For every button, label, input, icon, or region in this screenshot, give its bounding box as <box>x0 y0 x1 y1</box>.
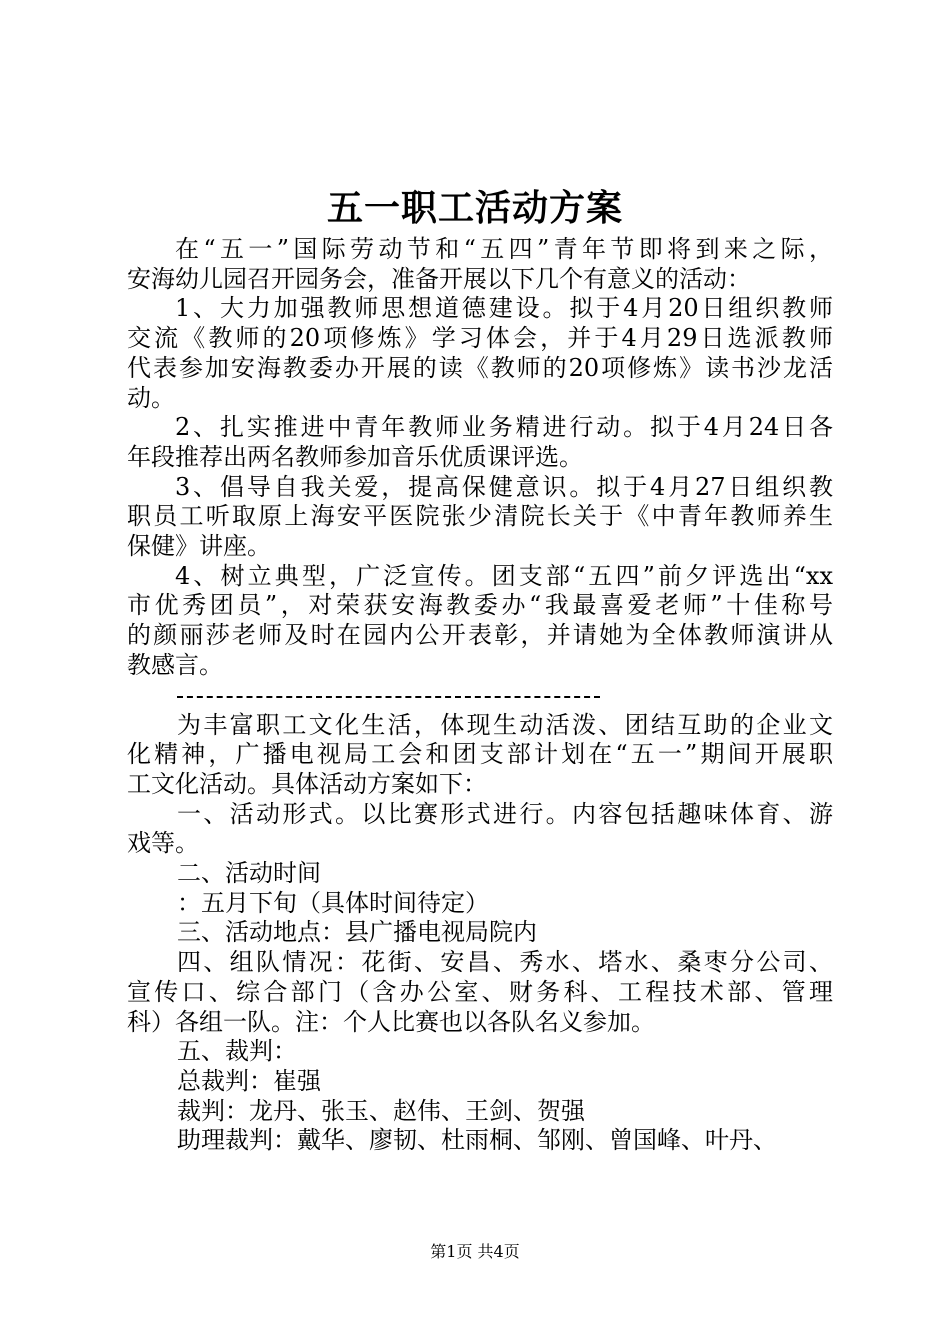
paragraph-item-3 <box>127 473 833 562</box>
text-line: 科）各组一队。注：个人比赛也以各队名义参加。 <box>127 1007 655 1036</box>
paragraph-plan-intro <box>127 711 833 800</box>
paragraph-intro <box>127 235 833 294</box>
text-line: 戏等。 <box>127 829 199 858</box>
text-line: ：五月下旬（具体时间待定） <box>177 888 489 917</box>
paragraph-item-1 <box>127 294 833 413</box>
paragraph-item-4 <box>127 562 833 681</box>
paragraph-time-detail <box>127 889 833 919</box>
paragraph-activity-form <box>127 800 833 859</box>
paragraph-teams <box>127 948 833 1037</box>
section-divider <box>177 685 833 711</box>
text-line: 工文化活动。具体活动方案如下： <box>127 769 487 798</box>
text-line: 化精神，广播电视局工会和团支部计划在“五一”期间开展职 <box>127 740 833 769</box>
text-line: 为丰富职工文化生活，体现生动活泼、团结互助的企业文 <box>177 710 833 739</box>
document-title: 五一职工活动方案 <box>326 187 623 229</box>
paragraph-referees <box>127 1037 833 1067</box>
text-line: 裁判：龙丹、张玉、赵伟、王剑、贺强 <box>177 1096 585 1125</box>
paragraph-item-2 <box>127 413 833 472</box>
paragraph-assistant-referees <box>127 1126 833 1156</box>
text-line: 市优秀团员”，对荣获安海教委办“我最喜爱老师”十佳称号 <box>127 591 833 620</box>
text-line: 一、活动形式。以比赛形式进行。内容包括趣味体育、游 <box>177 799 833 828</box>
text-line: 代表参加安海教委办开展的读《教师的20项修炼》读书沙龙活 <box>127 353 833 382</box>
paragraph-activity-location <box>127 918 833 948</box>
text-line: 总裁判：崔强 <box>177 1066 321 1095</box>
text-line: 2、扎实推进中青年教师业务精进行动。拟于4月24日各 <box>175 413 833 442</box>
text-line: 1、大力加强教师思想道德建设。拟于4月20日组织教师 <box>175 294 833 323</box>
text-line: 3、倡导自我关爱，提高保健意识。拟于4月27日组织教 <box>175 472 833 501</box>
text-line: 4、树立典型，广泛宣传。团支部“五四”前夕评选出“xx <box>175 561 833 590</box>
text-line: 四、组队情况：花街、安昌、秀水、塔水、桑枣分公司、 <box>177 948 833 977</box>
text-line: 宣传口、综合部门（含办公室、财务科、工程技术部、管理 <box>127 977 833 1006</box>
text-line: 五、裁判： <box>177 1037 297 1066</box>
text-line: 助理裁判：戴华、廖韧、杜雨桐、邹刚、曾国峰、叶丹、 <box>177 1126 777 1155</box>
text-line: 交流《教师的20项修炼》学习体会，并于4月29日选派教师 <box>127 324 833 353</box>
text-line: 在“五一”国际劳动节和“五四”青年节即将到来之际， <box>175 235 833 263</box>
paragraph-activity-time <box>127 859 833 889</box>
text-line: 职员工听取原上海安平医院张少清院长关于《中青年教师养生 <box>127 502 833 531</box>
paragraph-referee-list <box>127 1097 833 1127</box>
text-line: 二、活动时间 <box>177 859 321 888</box>
text-line: 安海幼儿园召开园务会，准备开展以下几个有意义的活动： <box>127 264 751 293</box>
text-line: 年段推荐出两名教师参加音乐优质课评选。 <box>127 442 583 471</box>
paragraph-chief-referee <box>127 1067 833 1097</box>
text-line: 动。 <box>127 383 175 412</box>
text-line: 教感言。 <box>127 650 223 679</box>
text-line: 三、活动地点：县广播电视局院内 <box>177 918 537 947</box>
text-line: 保健》讲座。 <box>127 532 271 561</box>
text-line: 的颜丽莎老师及时在园内公开表彰，并请她为全体教师演讲从 <box>127 621 833 650</box>
document-body <box>127 235 833 1156</box>
page-footer: 第1页 共4页 <box>430 1242 520 1261</box>
